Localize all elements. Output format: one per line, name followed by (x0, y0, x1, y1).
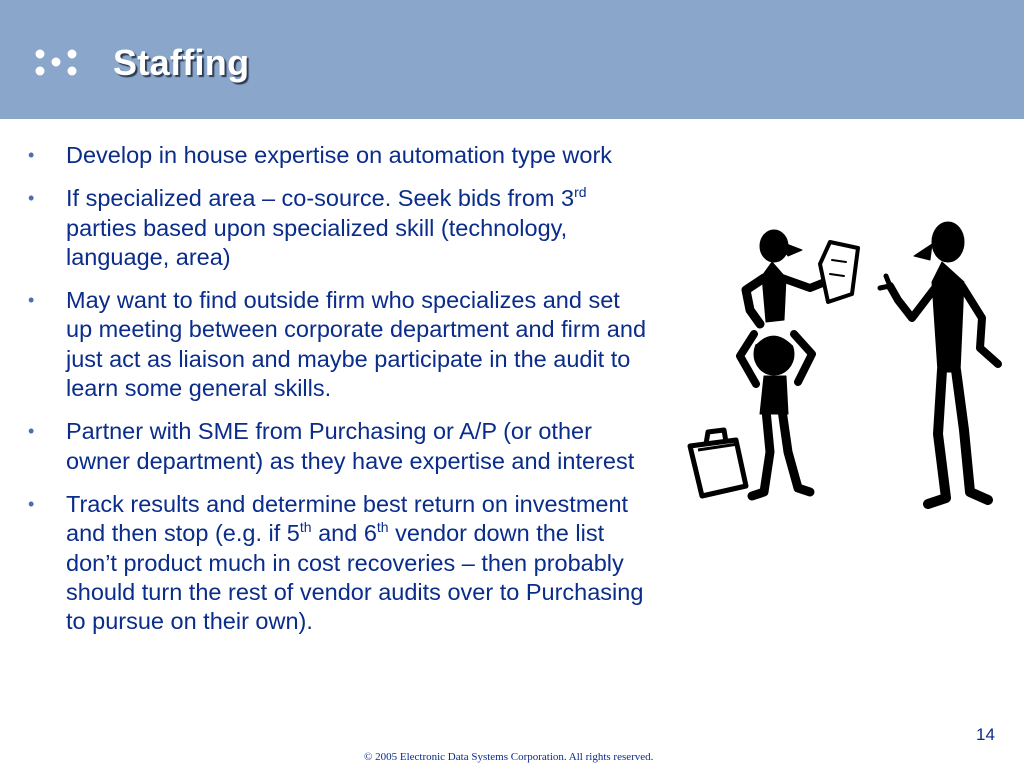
bullet-mark: • (28, 145, 35, 165)
bullet-list (28, 141, 648, 650)
briefcase-icon (690, 430, 746, 496)
bullet-text: May want to find outside firm who specializes and set up meeting between corporate department and firm and just act as liaison and maybe participate in the audit to learn some general skills. (66, 287, 647, 402)
superscript: th (376, 519, 389, 536)
bullet-text: Partner with SME from Purchasing or A/P (or other owner department) as they have expertise and interest (66, 418, 635, 474)
stick-figures-clipart (676, 214, 1012, 514)
bullet-text: vendor down the list don’t product much in cost recoveries – then probably should turn the rest of vendor audits over to Purchasing to pursue on their own). (66, 520, 644, 635)
bullet-text: parties based upon specialized skill (technology, language, area) (66, 214, 568, 270)
bullet-text: and 6 (311, 520, 377, 547)
bullet-item (28, 184, 648, 272)
bullet-mark: • (28, 421, 35, 442)
bullet-text: If specialized area – co-source. Seek bids from 3 (66, 185, 575, 212)
bullet-item (28, 490, 648, 636)
bullet-text: Develop in house expertise on automation type work (66, 142, 613, 168)
bullet-mark: • (28, 290, 35, 311)
bullet-item (28, 417, 648, 476)
copyright-footer: © 2005 Electronic Data Systems Corporation. All rights reserved. (364, 751, 654, 763)
bullet-text: Track results and determine best return on investment and then stop (e.g. if 5 (66, 490, 629, 547)
bullet-mark: • (28, 493, 35, 514)
bullet-mark: • (28, 188, 35, 209)
superscript: th (299, 519, 312, 536)
page-number: 14 (976, 725, 995, 744)
superscript: rd (574, 184, 587, 201)
title-bar (0, 0, 1024, 119)
dots-logo-icon (32, 42, 92, 82)
bullet-item (28, 286, 648, 403)
slide-title: Staffing (113, 42, 250, 83)
bullet-item (28, 141, 648, 170)
